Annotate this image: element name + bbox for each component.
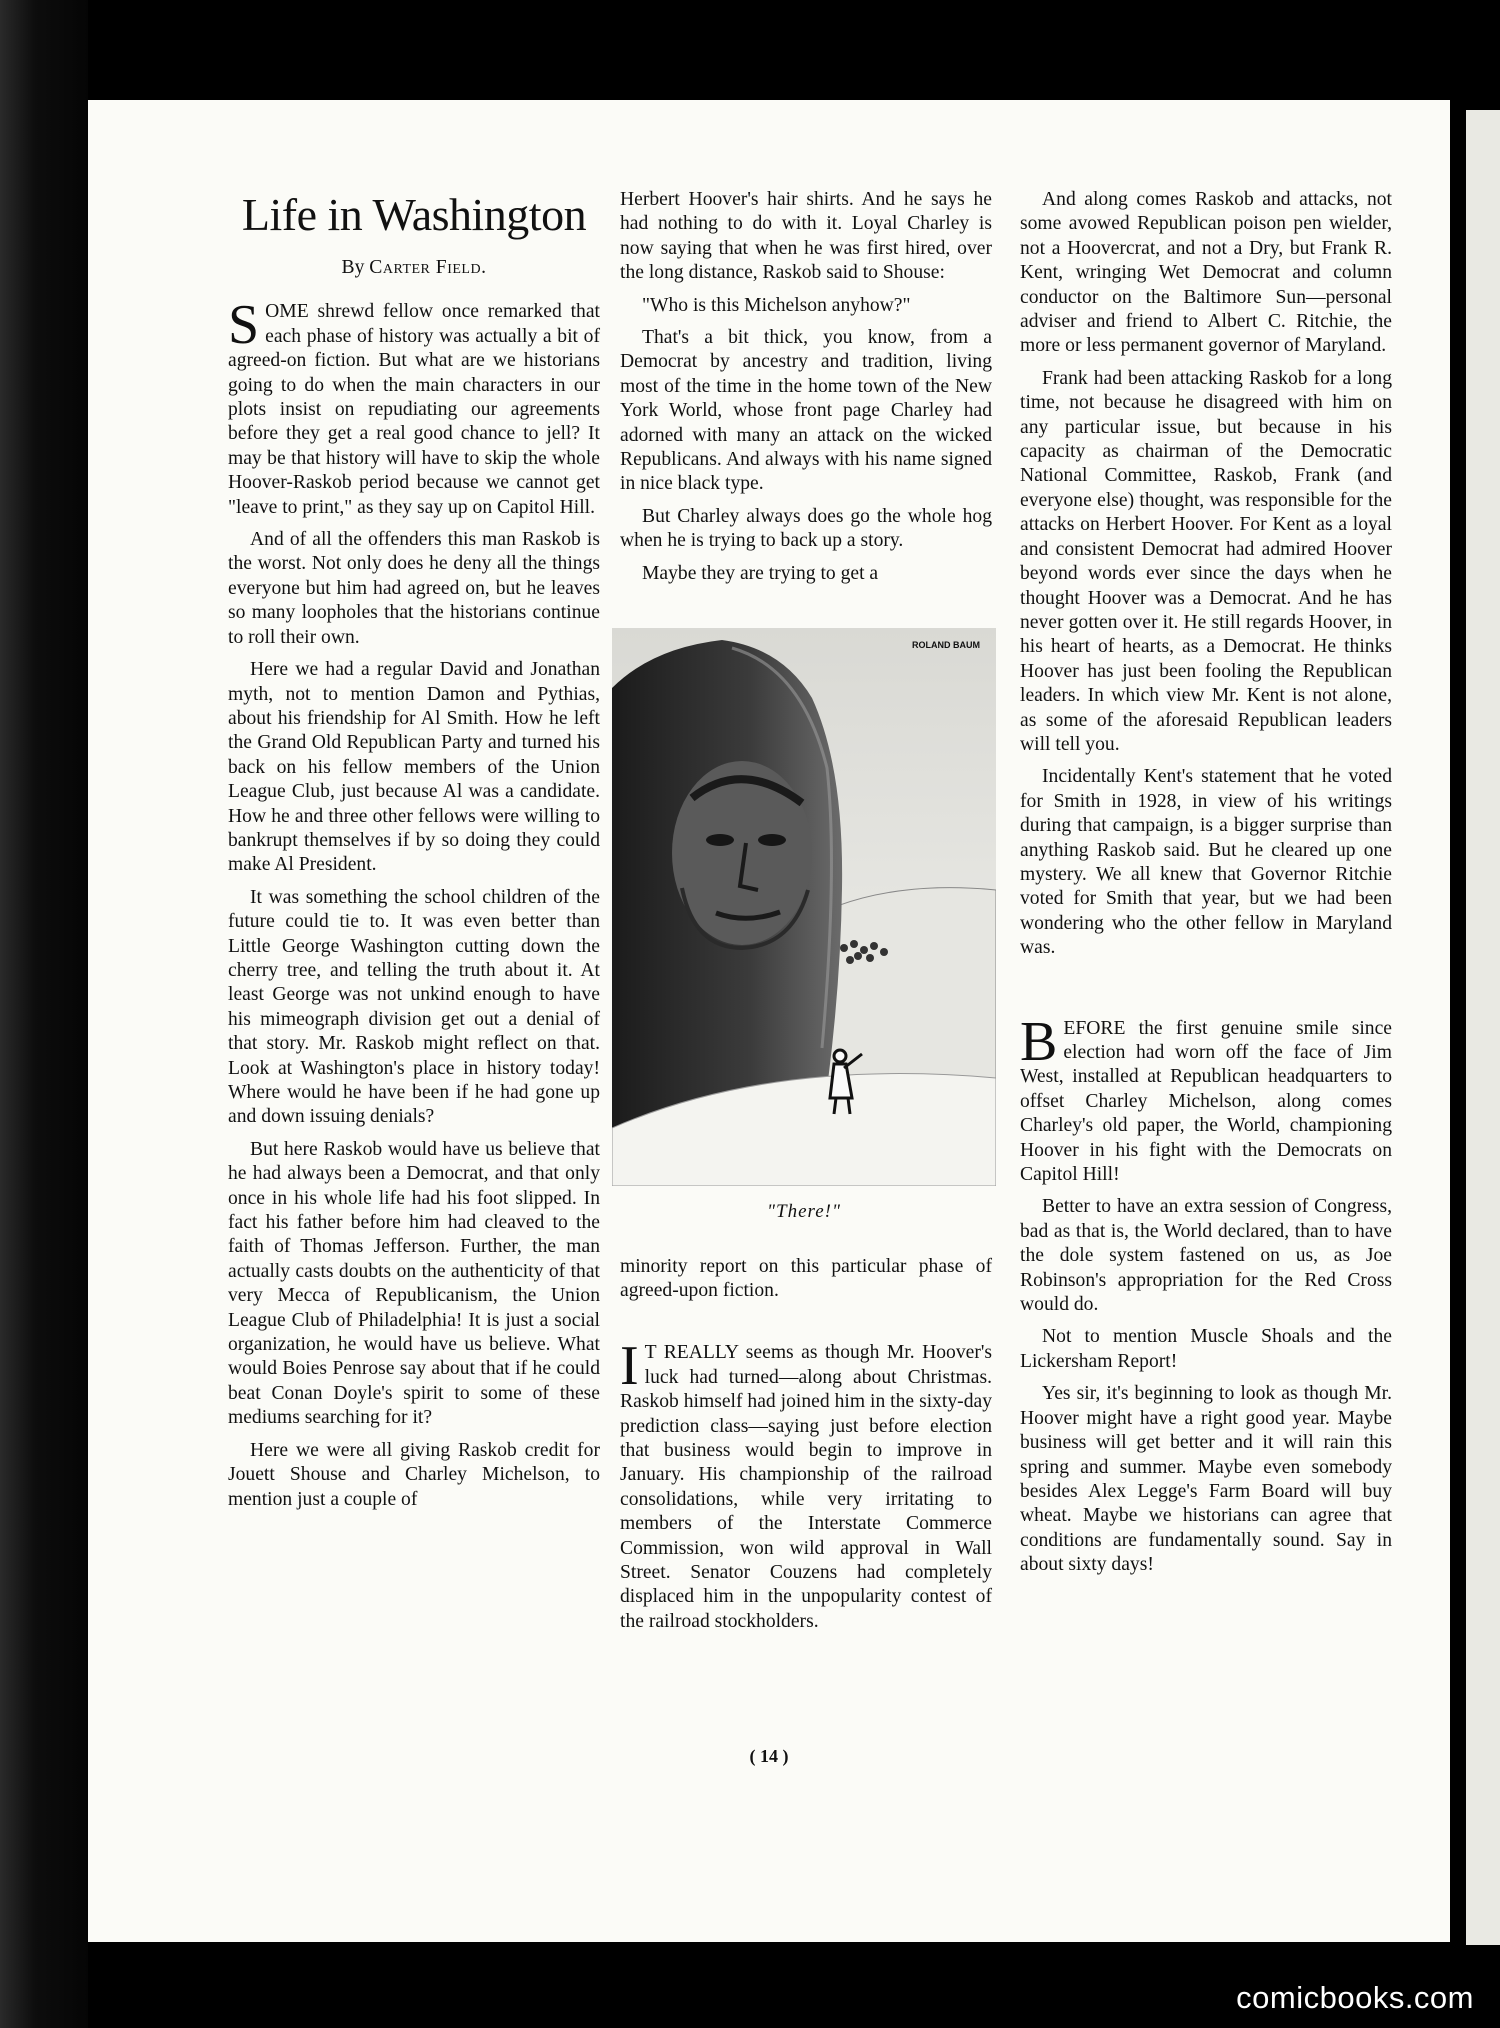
byline — [228, 256, 600, 280]
cartoon-caption: "There!" — [767, 1201, 841, 1223]
article-title: Life in Washington — [241, 189, 587, 240]
paragraph: But Charley always does go the whole hog when he is trying to back up a story. — [620, 505, 992, 552]
drop-cap: S — [228, 294, 260, 357]
byline-prefix: By — [341, 257, 365, 278]
byline-author: Carter Field. — [369, 257, 487, 278]
paragraph: And of all the offenders this man Raskob is the worst. Not only does he deny all the things everyone but him had agreed on, but he leaves so many loopholes that the historians continue to roll their own. — [228, 529, 600, 648]
paragraph: Herbert Hoover's hair shirts. And he says he had nothing to do with it. Loyal Charley is now saying that when he was first hired, over the long distance, Raskob said to Shouse: — [620, 189, 992, 284]
adjacent-page-edge — [1466, 110, 1500, 1945]
paragraph: Here we were all giving Raskob credit for Jouett Shouse and Charley Michelson, to mention just a couple of — [228, 1439, 600, 1510]
paragraph: "Who is this Michelson anyhow?" — [642, 294, 911, 316]
paragraph: minority report on this particular phase of agreed-upon fiction. — [620, 1255, 992, 1301]
paragraph: It was something the school children of the future could tie to. It was even better than Little George Washington cutting down the cherry tree, and telling the truth about it. At least George was not unkind enough to have his mimeograph division get out a denial of that story. Mr. Raskob might reflect on that. Look at Washington's place in history today! Where would he have been if he had gone up and down issuing denials? — [228, 886, 600, 1128]
paragraph: Maybe they are trying to get a — [642, 562, 879, 584]
paragraph: I T REALLY seems as though Mr. Hoover's luck had turned—along about Christmas. Raskob himself had joined him in the sixty-day prediction class—saying just before election that business would begin to improve in January. His championship of the railroad consolidations, while very irritating to members of the Interstate Commerce Commission, won wild approval in Wall Street. Senator Couzens had completely displaced him in the unpopularity contest of the railroad stockholders. — [620, 1335, 992, 1632]
drop-cap: B — [1020, 1010, 1058, 1073]
cartoon-figure — [612, 628, 996, 1224]
page-number: ( 14 ) — [749, 1746, 789, 1766]
paragraph: Better to have an extra session of Congress, bad as that is, the World declared, than to have the dole system fastened on us, as Joe Robinson's appropriation for the Red Cross would do. — [1020, 1196, 1392, 1316]
paragraph: Not to mention Muscle Shoals and the Lickersham Report! — [1020, 1326, 1392, 1372]
watermark-text: comicbooks.com — [1236, 1980, 1474, 2015]
scan-binding-edge — [0, 0, 88, 2028]
section-break — [1020, 969, 1392, 1017]
paragraph: SOME shrewd fellow once remarked that each phase of history was actually a bit of agreed-on fiction. But what are we historians going to do when the main characters in our plots insist on repudiating our agreements before they get a real good chance to jell? It may be that history will have to skip the whole Hoover-Raskob period because we cannot get "leave to print," as they say up on Capitol Hill. — [228, 294, 600, 518]
paragraph: Incidentally Kent's statement that he voted for Smith in 1928, in view of his writings during that campaign, is a bigger surprise than anything Raskob said. But he cleared up one mystery. We all knew that Governor Ritchie voted for Smith that year, but we had been wondering who the other fellow in Maryland was. — [1020, 766, 1392, 959]
article-column-2 — [620, 188, 992, 1642]
paragraph: Here we had a regular David and Jonathan myth, not to mention Damon and Pythias, about his friendship for Al Smith. How he left the Grand Old Republican Party and turned his back on his fellow members of the Union League Club, just because Al was a candidate. How he and three other fellows were willing to bankrupt themselves if by so doing they could make Al President. — [228, 659, 600, 876]
paragraph: Frank had been attacking Raskob for a long time, not because he disagreed with him on any particular issue, but because in his capacity as chairman of the Democratic National Committee, Raskob, Frank (and everyone else) thought, was responsible for the attacks on Herbert Hoover. For Kent as a loyal and consistent Democrat had admired Hoover beyond words ever since the days when he thought Hoover was a Democrat. And he has never gotten over it. He still regards Hoover, in his heart of hearts, as a Democrat. He thinks Hoover has just been fooling the Republican leaders. In which view Mr. Kent is not alone, as some of the aforesaid Republican leaders will tell you. — [1020, 367, 1392, 755]
section-break — [620, 1311, 992, 1341]
col1-paragraphs — [228, 294, 600, 1512]
paragraph: Yes sir, it's beginning to look as though Mr. Hoover might have a right good year. Maybe business will get better and it will rain this spring and summer. Maybe even somebody besides Alex Legge's Farm Board will buy wheat. Maybe we historians can agree that conditions are fundamentally sound. Say in about sixty days! — [1020, 1383, 1392, 1576]
paragraph: That's a bit thick, you know, from a Democrat by ancestry and tradition, living most of the time in the home town of the New York World, whose front page Charley had adorned with many an attack on the wicked Republicans. And always with his name signed in nice black type. — [620, 327, 992, 495]
drop-cap: I — [620, 1335, 639, 1398]
cartoon-signature: ROLAND BAUM — [912, 640, 980, 651]
article-column-3 — [1020, 188, 1392, 1586]
cartoon-illustration — [612, 628, 996, 1186]
article-column-1 — [228, 188, 600, 1520]
paragraph: And along comes Raskob and attacks, not some avowed Republican poison pen wielder, not a Hoovercrat, and not a Dry, but Frank R. Kent, wringing Wet Democrat and column conductor on the Baltimore Sun—personal adviser and friend to Albert C. Ritchie, the more or less permanent governor of Maryland. — [1020, 189, 1392, 357]
paragraph: But here Raskob would have us believe that he had always been a Democrat, and that only once in his whole life had his foot slipped. In fact his father before him had cleaved to the faith of Thomas Jefferson. Further, the man actually casts doubts on the authenticity of that very Mecca of Republicanism, the Union League Club of Philadelphia! It is just a social organization, he would have us believe. What would Boies Penrose say about that if he could beat Conan Doyle's spirit to some of these mediums searching for it? — [228, 1138, 600, 1429]
paragraph: BEFORE the first genuine smile since election had worn off the face of Jim West, installed at Republican headquarters to offset Charley Michelson, along comes Charley's old paper, the World, championing Hoover in his fight with the Democrats on Capitol Hill! — [1020, 1010, 1392, 1186]
